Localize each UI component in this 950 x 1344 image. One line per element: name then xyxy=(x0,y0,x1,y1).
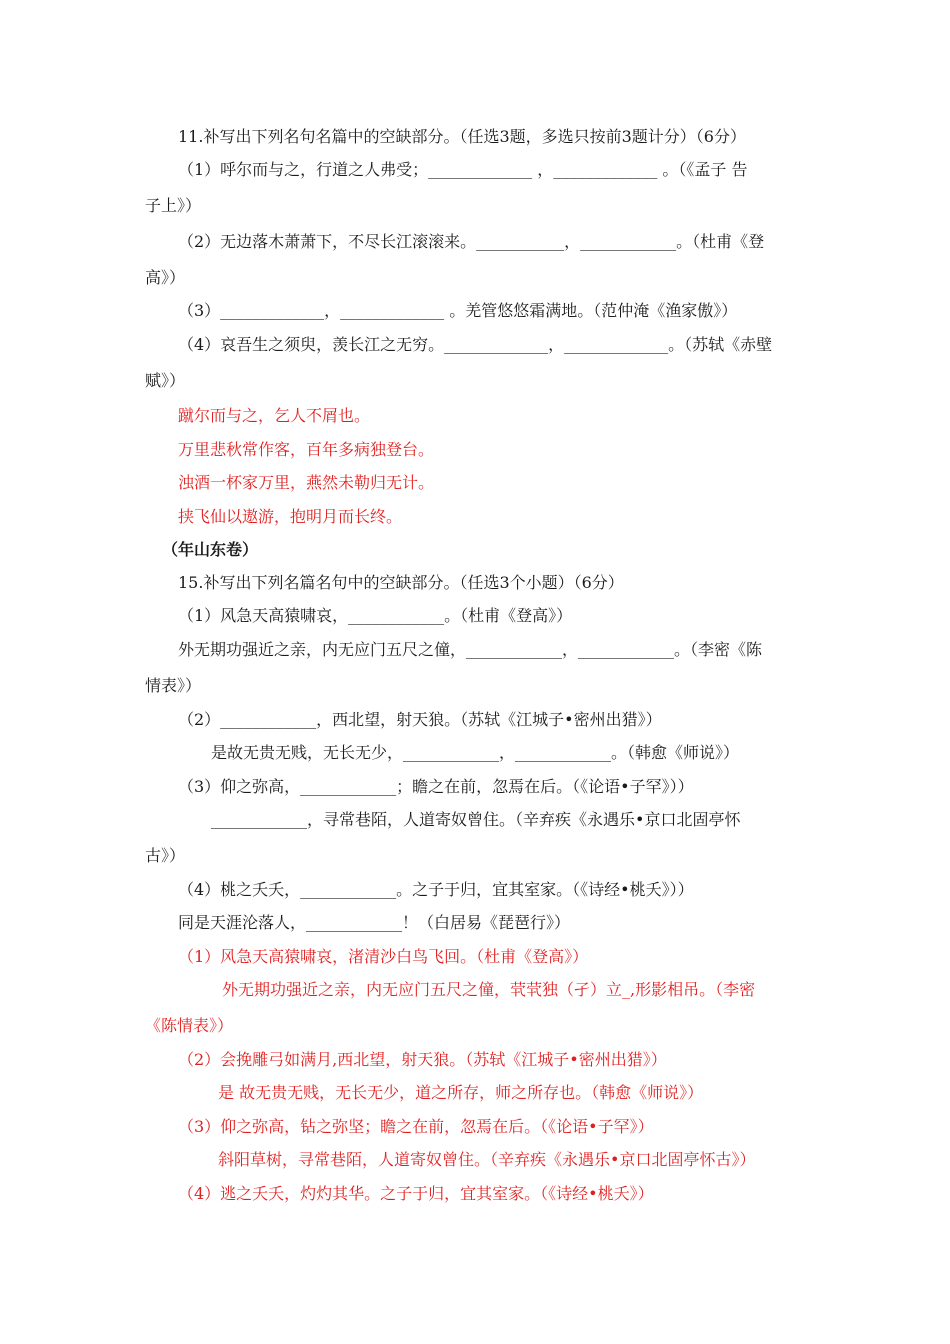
q11-answer-1: 蹴尔而与之，乞人不屑也。 xyxy=(178,406,371,425)
q15-item-3b: ____________，寻常巷陌，人道寄奴曾住。（辛弃疾《永遇乐•京口北固亭怀 xyxy=(211,810,741,829)
q15-title: 15.补写出下列名篇名句中的空缺部分。（任选3个小题）（6分） xyxy=(178,573,624,592)
section-heading: （年山东卷） xyxy=(162,540,259,559)
q11-item-3: （3）_____________，_____________ 。羌管悠悠霜满地。（范仲淹《渔家傲》） xyxy=(178,301,738,320)
q11-item-4: （4）哀吾生之须臾，羡长江之无穷。_____________，_____________。（苏轼《赤壁 xyxy=(178,335,773,354)
q11-answer-3: 浊酒一杯家万里，燕然未勒归无计。 xyxy=(178,473,435,492)
q15-item-2: （2）____________，西北望，射天狼。（苏轼《江城子•密州出猎》） xyxy=(178,710,662,729)
q15-item-2b: 是故无贵无贱，无长无少，____________，____________。（韩愈《师说》） xyxy=(211,743,740,762)
q11-item-1: （1）呼尔而与之，行道之人弗受；_____________ ，_____________ 。（《孟子 告 xyxy=(178,160,748,179)
q11-item-2: （2）无边落木萧萧下，不尽长江滚滚来。___________，____________。（杜甫《登 xyxy=(178,232,765,251)
q15-answer-4: （4）逃之夭夭，灼灼其华。之子于归，宜其室家。（《诗经•桃夭》） xyxy=(178,1184,654,1203)
q15-answer-3b: 斜阳草树，寻常巷陌，人道寄奴曾住。（辛弃疾《永遇乐•京口北固亭怀古》） xyxy=(218,1150,756,1169)
q15-item-3: （3）仰之弥高，____________；瞻之在前，忽焉在后。（《论语•子罕》）） xyxy=(178,777,694,796)
q15-answer-1: （1）风急天高猿啸哀，渚清沙白鸟飞回。（杜甫《登高》） xyxy=(178,947,589,966)
q15-answer-2b: 是 故无贵无贱，无长无少，道之所存，师之所存也。（韩愈《师说》） xyxy=(218,1083,704,1102)
q15-item-1: （1）风急天高猿啸哀，____________。（杜甫《登高》） xyxy=(178,606,573,625)
q11-item-1-cont: 子上》） xyxy=(145,196,202,215)
q15-answer-1b-cont: 《陈情表》） xyxy=(145,1016,234,1035)
q15-item-3b-cont: 古》） xyxy=(145,846,186,865)
q11-item-2-cont: 高》） xyxy=(145,268,186,287)
q15-answer-3: （3）仰之弥高，钻之弥坚；瞻之在前，忽焉在后。（《论语•子罕》） xyxy=(178,1117,654,1136)
q15-item-4: （4）桃之夭夭，____________。之子于归，宜其室家。（《诗经•桃夭》）） xyxy=(178,880,694,899)
q15-answer-2: （2）会挽雕弓如满月,西北望，射天狼。（苏轼《江城子•密州出猎》） xyxy=(178,1050,667,1069)
q15-item-1b-cont: 情表》） xyxy=(145,676,202,695)
q15-item-4b: 同是天涯沦落人，____________！（白居易《琵琶行》） xyxy=(178,913,571,932)
q11-title: 11.补写出下列名句名篇中的空缺部分。（任选3题，多选只按前3题计分）（6分） xyxy=(178,127,746,146)
q11-answer-2: 万里悲秋常作客，百年多病独登台。 xyxy=(178,440,435,459)
q15-answer-1b: 外无期功强近之亲，内无应门五尺之僮，茕茕独（孑）立_,形影相吊。（李密 xyxy=(222,980,756,999)
q11-item-4-cont: 赋》） xyxy=(145,371,186,390)
q15-item-1b: 外无期功强近之亲，内无应门五尺之僮，____________，____________。（李密《陈 xyxy=(178,640,763,659)
q11-answer-4: 挟飞仙以遨游，抱明月而长终。 xyxy=(178,507,403,526)
